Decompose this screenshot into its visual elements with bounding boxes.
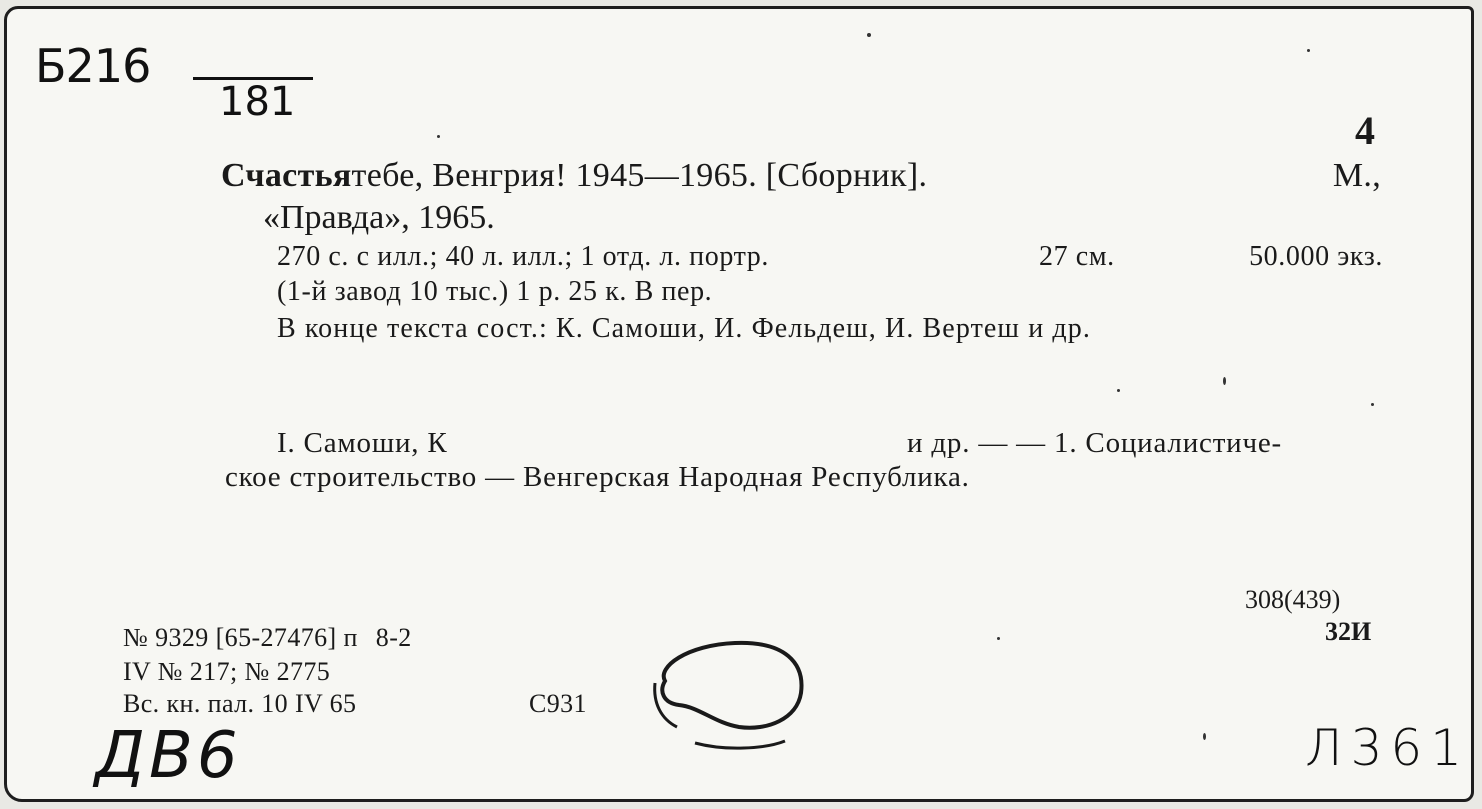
speck [1307, 49, 1310, 52]
publisher-line: «Правда», 1965. [263, 199, 495, 236]
imprint-line-3 [123, 689, 587, 719]
speck [1371, 403, 1374, 406]
imprint-code: 8-2 [375, 623, 412, 652]
shelf-mark-sub: 181 [219, 79, 296, 125]
compilers-note: В конце текста сост.: К. Самоши, И. Фельдеш, И. Вертеш и др. [277, 313, 1091, 344]
speck [1223, 377, 1226, 385]
catalog-card [4, 6, 1474, 802]
speck [997, 637, 1000, 640]
card-number: 4 [1355, 108, 1375, 153]
publication-city: М., [1332, 157, 1381, 194]
physical-description [277, 241, 1383, 273]
shelf-mark: Б216 [35, 39, 151, 93]
book-chamber-date: Вс. кн. пал. 10 IV 65 [123, 689, 357, 718]
title-lead: Счастья [221, 157, 352, 194]
tracing-subject: и др. — — 1. Социалистиче- [907, 427, 1283, 459]
catalog-code: С931 [529, 689, 587, 718]
speck [1117, 389, 1120, 392]
handwritten-note-right: Л361 [1305, 719, 1471, 777]
pages-illustrations: 270 с. с илл.; 40 л. илл.; 1 отд. л. портр. [277, 241, 769, 272]
tracing-author: I. Самоши, К [277, 427, 448, 459]
bbk-code: 32И [1325, 617, 1372, 646]
price-line: (1-й завод 10 тыс.) 1 р. 25 к. В пер. [277, 276, 713, 307]
speck [1203, 733, 1206, 740]
imprint-number: № 9329 [65-27476] п [123, 623, 358, 652]
imprint-line-2: IV № 217; № 2775 [123, 657, 331, 686]
handwritten-note-left: ДВ6 [95, 719, 242, 793]
speck [867, 33, 871, 37]
tracing-subject-cont: ское строительство — Венгерская Народная Республика. [225, 461, 970, 493]
title-line [221, 157, 1381, 195]
speck [437, 135, 440, 138]
print-run: 50.000 экз. [1249, 241, 1383, 272]
imprint-line-1 [123, 623, 412, 653]
udc-code: 308(439) [1245, 585, 1341, 614]
title-rest: тебе, Венгрия! 1945—1965. [Сборник]. [351, 157, 928, 194]
size: 27 см. [1039, 241, 1115, 272]
ink-stamp-loop [635, 623, 815, 753]
